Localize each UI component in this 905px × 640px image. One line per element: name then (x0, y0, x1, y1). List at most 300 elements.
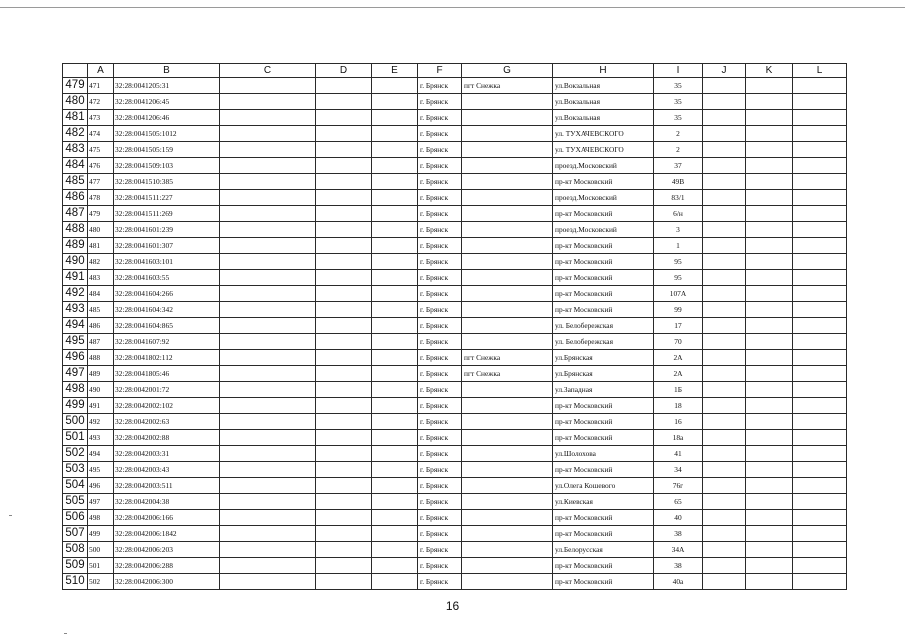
cell-a: 487 (88, 334, 114, 350)
cell-f: г. Брянск (418, 126, 462, 142)
cell-l (793, 78, 847, 94)
cell-k (746, 510, 793, 526)
cell-c (220, 350, 316, 366)
cell-c (220, 142, 316, 158)
cell-k (746, 302, 793, 318)
cell-h: ул.Киевская (553, 494, 654, 510)
row-header: 506 (63, 510, 88, 526)
cell-l (793, 254, 847, 270)
cell-f: г. Брянск (418, 510, 462, 526)
cell-j (703, 110, 746, 126)
cell-i: 18 (654, 398, 703, 414)
row-header: 509 (63, 558, 88, 574)
cell-h: пр-кт Московский (553, 398, 654, 414)
cell-b: 32:28:0041601:239 (114, 222, 220, 238)
cell-c (220, 558, 316, 574)
table-row (63, 206, 847, 222)
table-row (63, 286, 847, 302)
cell-h: пр-кт Московский (553, 526, 654, 542)
row-header: 488 (63, 222, 88, 238)
cell-e (372, 94, 418, 110)
cell-j (703, 286, 746, 302)
cell-a: 490 (88, 382, 114, 398)
cell-k (746, 558, 793, 574)
page-top-border (0, 7, 905, 8)
cell-l (793, 478, 847, 494)
row-header: 507 (63, 526, 88, 542)
row-header: 484 (63, 158, 88, 174)
cell-i: 2А (654, 366, 703, 382)
cell-j (703, 558, 746, 574)
cell-b: 32:28:0041601:307 (114, 238, 220, 254)
table-row (63, 238, 847, 254)
cell-k (746, 462, 793, 478)
cell-f: г. Брянск (418, 430, 462, 446)
cell-f: г. Брянск (418, 190, 462, 206)
cell-b: 32:28:0041604:865 (114, 318, 220, 334)
cell-h: проезд.Московский (553, 190, 654, 206)
cell-i: 83/1 (654, 190, 703, 206)
cell-h: пр-кт Московский (553, 206, 654, 222)
cell-g (462, 494, 553, 510)
row-header: 503 (63, 462, 88, 478)
cell-f: г. Брянск (418, 302, 462, 318)
cell-h: пр-кт Московский (553, 302, 654, 318)
cell-i: 35 (654, 78, 703, 94)
table-row (63, 350, 847, 366)
row-header: 497 (63, 366, 88, 382)
cell-j (703, 254, 746, 270)
cell-d (316, 190, 372, 206)
table-row (63, 430, 847, 446)
cell-a: 502 (88, 574, 114, 590)
cell-g (462, 126, 553, 142)
cell-a: 492 (88, 414, 114, 430)
table-row (63, 558, 847, 574)
cell-k (746, 222, 793, 238)
cell-c (220, 334, 316, 350)
cell-d (316, 126, 372, 142)
cell-i: 1Б (654, 382, 703, 398)
cell-b: 32:28:0041206:45 (114, 94, 220, 110)
cell-j (703, 382, 746, 398)
cell-l (793, 494, 847, 510)
column-header-f: F (418, 64, 462, 78)
cell-l (793, 414, 847, 430)
cell-j (703, 206, 746, 222)
table-row (63, 222, 847, 238)
cell-f: г. Брянск (418, 558, 462, 574)
cell-b: 32:28:0041205:31 (114, 78, 220, 94)
table-row (63, 142, 847, 158)
cell-f: г. Брянск (418, 366, 462, 382)
row-header: 505 (63, 494, 88, 510)
cell-l (793, 142, 847, 158)
table-row (63, 414, 847, 430)
scan-mark (9, 515, 12, 516)
cell-c (220, 110, 316, 126)
table-row (63, 190, 847, 206)
table-row (63, 462, 847, 478)
cell-i: 41 (654, 446, 703, 462)
column-header-row (63, 64, 847, 78)
table-row (63, 510, 847, 526)
cell-k (746, 366, 793, 382)
row-header: 486 (63, 190, 88, 206)
cell-i: 3 (654, 222, 703, 238)
cell-l (793, 302, 847, 318)
cell-i: 99 (654, 302, 703, 318)
cell-k (746, 398, 793, 414)
cell-i: 6/н (654, 206, 703, 222)
cell-h: пр-кт Московский (553, 510, 654, 526)
cell-i: 76г (654, 478, 703, 494)
cell-c (220, 238, 316, 254)
cell-b: 32:28:0042001:72 (114, 382, 220, 398)
cell-f: г. Брянск (418, 398, 462, 414)
cell-b: 32:28:0042002:63 (114, 414, 220, 430)
cell-b: 32:28:0041511:227 (114, 190, 220, 206)
cell-b: 32:28:0042006:166 (114, 510, 220, 526)
cell-d (316, 286, 372, 302)
cell-a: 472 (88, 94, 114, 110)
row-header: 504 (63, 478, 88, 494)
table-row (63, 334, 847, 350)
cell-f: г. Брянск (418, 446, 462, 462)
column-header-h: H (553, 64, 654, 78)
cell-f: г. Брянск (418, 462, 462, 478)
cell-h: пр-кт Московский (553, 414, 654, 430)
cell-a: 481 (88, 238, 114, 254)
cell-d (316, 158, 372, 174)
cell-h: пр-кт Московский (553, 286, 654, 302)
cell-e (372, 574, 418, 590)
cell-i: 49В (654, 174, 703, 190)
cell-b: 32:28:0042003:511 (114, 478, 220, 494)
cell-k (746, 542, 793, 558)
cell-e (372, 286, 418, 302)
cell-a: 497 (88, 494, 114, 510)
cell-e (372, 366, 418, 382)
cell-a: 476 (88, 158, 114, 174)
cell-j (703, 414, 746, 430)
cell-k (746, 142, 793, 158)
cell-e (372, 334, 418, 350)
cell-c (220, 174, 316, 190)
cell-l (793, 318, 847, 334)
cell-d (316, 430, 372, 446)
cell-d (316, 110, 372, 126)
cell-d (316, 254, 372, 270)
table-row (63, 366, 847, 382)
cell-d (316, 222, 372, 238)
cell-a: 480 (88, 222, 114, 238)
cell-g: пгт Снежка (462, 350, 553, 366)
cell-e (372, 158, 418, 174)
cell-g: пгт Снежка (462, 366, 553, 382)
cell-f: г. Брянск (418, 78, 462, 94)
cell-h: ул. ТУХАЧЕВСКОГО (553, 142, 654, 158)
cell-l (793, 430, 847, 446)
cell-f: г. Брянск (418, 142, 462, 158)
cell-j (703, 494, 746, 510)
cell-i: 16 (654, 414, 703, 430)
cell-b: 32:28:0041509:103 (114, 158, 220, 174)
cell-f: г. Брянск (418, 110, 462, 126)
cell-k (746, 350, 793, 366)
table-body (63, 78, 847, 590)
cell-c (220, 158, 316, 174)
cell-k (746, 430, 793, 446)
cell-a: 482 (88, 254, 114, 270)
cell-j (703, 446, 746, 462)
cell-c (220, 494, 316, 510)
cell-k (746, 190, 793, 206)
cell-f: г. Брянск (418, 270, 462, 286)
cell-e (372, 190, 418, 206)
cell-l (793, 238, 847, 254)
cell-d (316, 494, 372, 510)
cell-d (316, 78, 372, 94)
cell-d (316, 334, 372, 350)
cell-c (220, 254, 316, 270)
cell-l (793, 510, 847, 526)
cell-a: 488 (88, 350, 114, 366)
cell-j (703, 318, 746, 334)
cell-d (316, 382, 372, 398)
cell-l (793, 206, 847, 222)
cell-i: 95 (654, 254, 703, 270)
cell-k (746, 110, 793, 126)
cell-l (793, 334, 847, 350)
table-row (63, 302, 847, 318)
cell-e (372, 510, 418, 526)
cell-l (793, 398, 847, 414)
cell-j (703, 270, 746, 286)
cell-h: ул.Белорусская (553, 542, 654, 558)
table-row (63, 478, 847, 494)
cell-c (220, 382, 316, 398)
cell-e (372, 110, 418, 126)
scan-mark (64, 633, 67, 634)
cell-c (220, 446, 316, 462)
cell-f: г. Брянск (418, 254, 462, 270)
cell-k (746, 478, 793, 494)
row-header: 482 (63, 126, 88, 142)
cell-l (793, 190, 847, 206)
cell-d (316, 542, 372, 558)
cell-j (703, 142, 746, 158)
cell-e (372, 398, 418, 414)
column-header-c: C (220, 64, 316, 78)
cell-j (703, 478, 746, 494)
cell-h: ул.Шолохова (553, 446, 654, 462)
cell-f: г. Брянск (418, 494, 462, 510)
cell-l (793, 174, 847, 190)
cell-e (372, 270, 418, 286)
row-header: 502 (63, 446, 88, 462)
cell-k (746, 382, 793, 398)
cell-b: 32:28:0041607:92 (114, 334, 220, 350)
table-row (63, 398, 847, 414)
cell-k (746, 526, 793, 542)
cell-e (372, 142, 418, 158)
cell-f: г. Брянск (418, 318, 462, 334)
cell-l (793, 158, 847, 174)
cell-g (462, 286, 553, 302)
cell-i: 70 (654, 334, 703, 350)
cell-b: 32:28:0041603:101 (114, 254, 220, 270)
cell-i: 107А (654, 286, 703, 302)
cell-g (462, 270, 553, 286)
cell-k (746, 174, 793, 190)
spreadsheet-table (62, 63, 847, 590)
cell-i: 34 (654, 462, 703, 478)
cell-i: 40 (654, 510, 703, 526)
cell-a: 484 (88, 286, 114, 302)
cell-g (462, 302, 553, 318)
cell-i: 38 (654, 526, 703, 542)
page-number: 16 (445, 599, 460, 613)
column-header-j: J (703, 64, 746, 78)
cell-f: г. Брянск (418, 478, 462, 494)
cell-d (316, 398, 372, 414)
cell-i: 35 (654, 94, 703, 110)
cell-f: г. Брянск (418, 542, 462, 558)
cell-c (220, 222, 316, 238)
cell-c (220, 270, 316, 286)
cell-b: 32:28:0041603:55 (114, 270, 220, 286)
cell-g (462, 174, 553, 190)
cell-b: 32:28:0041206:46 (114, 110, 220, 126)
cell-j (703, 222, 746, 238)
cell-c (220, 574, 316, 590)
cell-b: 32:28:0041505:159 (114, 142, 220, 158)
cell-e (372, 126, 418, 142)
cell-j (703, 334, 746, 350)
column-header-b: B (114, 64, 220, 78)
cell-k (746, 158, 793, 174)
cell-l (793, 94, 847, 110)
cell-h: пр-кт Московский (553, 238, 654, 254)
cell-c (220, 478, 316, 494)
cell-l (793, 270, 847, 286)
cell-j (703, 94, 746, 110)
cell-i: 35 (654, 110, 703, 126)
cell-b: 32:28:0042006:1842 (114, 526, 220, 542)
table-row (63, 446, 847, 462)
cell-c (220, 414, 316, 430)
cell-d (316, 142, 372, 158)
cell-l (793, 366, 847, 382)
cell-j (703, 574, 746, 590)
cell-g (462, 318, 553, 334)
cell-e (372, 206, 418, 222)
cell-g (462, 430, 553, 446)
cell-k (746, 286, 793, 302)
cell-c (220, 510, 316, 526)
row-header: 510 (63, 574, 88, 590)
cell-k (746, 78, 793, 94)
cell-g (462, 158, 553, 174)
cell-e (372, 558, 418, 574)
cell-f: г. Брянск (418, 174, 462, 190)
cell-g (462, 94, 553, 110)
cell-a: 498 (88, 510, 114, 526)
cell-b: 32:28:0042006:203 (114, 542, 220, 558)
cell-k (746, 334, 793, 350)
cell-l (793, 286, 847, 302)
cell-i: 40а (654, 574, 703, 590)
cell-j (703, 238, 746, 254)
row-header: 495 (63, 334, 88, 350)
cell-h: пр-кт Московский (553, 430, 654, 446)
row-header: 481 (63, 110, 88, 126)
cell-a: 485 (88, 302, 114, 318)
cell-b: 32:28:0042002:102 (114, 398, 220, 414)
cell-g (462, 478, 553, 494)
cell-a: 495 (88, 462, 114, 478)
cell-f: г. Брянск (418, 222, 462, 238)
cell-j (703, 430, 746, 446)
cell-i: 65 (654, 494, 703, 510)
cell-j (703, 542, 746, 558)
cell-a: 501 (88, 558, 114, 574)
cell-d (316, 238, 372, 254)
cell-h: ул. Белобережская (553, 318, 654, 334)
cell-l (793, 382, 847, 398)
cell-c (220, 302, 316, 318)
cell-a: 483 (88, 270, 114, 286)
row-header: 483 (63, 142, 88, 158)
cell-h: ул.Вокзальная (553, 110, 654, 126)
cell-b: 32:28:0042003:43 (114, 462, 220, 478)
cell-b: 32:28:0042006:300 (114, 574, 220, 590)
cell-a: 477 (88, 174, 114, 190)
cell-b: 32:28:0041604:342 (114, 302, 220, 318)
cell-j (703, 126, 746, 142)
cell-l (793, 462, 847, 478)
cell-e (372, 78, 418, 94)
cell-d (316, 526, 372, 542)
cell-g (462, 574, 553, 590)
cell-c (220, 126, 316, 142)
cell-f: г. Брянск (418, 158, 462, 174)
cell-c (220, 366, 316, 382)
column-header-d: D (316, 64, 372, 78)
cell-a: 473 (88, 110, 114, 126)
cell-a: 474 (88, 126, 114, 142)
cell-d (316, 414, 372, 430)
cell-h: пр-кт Московский (553, 270, 654, 286)
column-header-i: I (654, 64, 703, 78)
cell-d (316, 174, 372, 190)
table-row (63, 254, 847, 270)
cell-a: 493 (88, 430, 114, 446)
cell-c (220, 398, 316, 414)
cell-g (462, 110, 553, 126)
column-header-a: A (88, 64, 114, 78)
table-row (63, 526, 847, 542)
cell-h: пр-кт Московский (553, 462, 654, 478)
cell-g (462, 398, 553, 414)
cell-h: ул.Брянская (553, 366, 654, 382)
cell-d (316, 350, 372, 366)
cell-h: ул.Олега Кошевого (553, 478, 654, 494)
cell-d (316, 366, 372, 382)
cell-a: 486 (88, 318, 114, 334)
cell-k (746, 206, 793, 222)
